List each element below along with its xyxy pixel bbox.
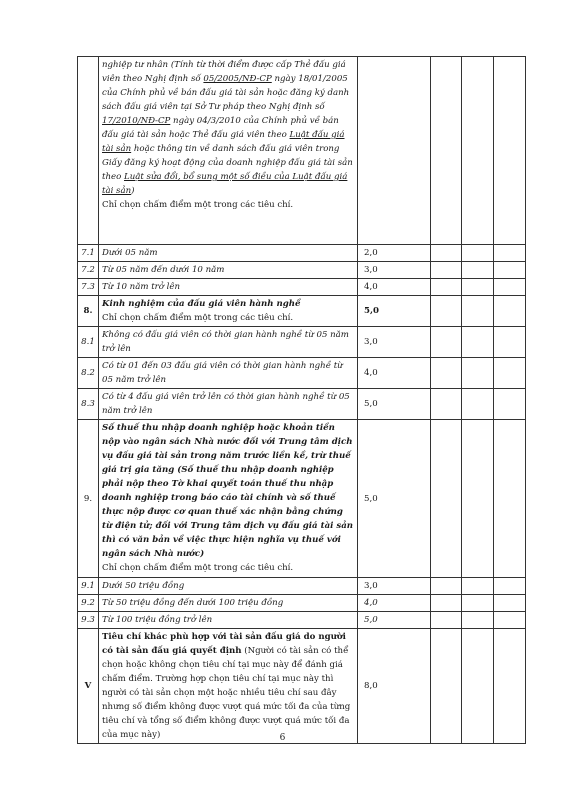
criterion-title: Tiêu chí khác phù hợp với tài sản đấu giá do người có tài sản đấu giá quyết định [102,632,346,656]
score-cell: 5,0 [358,612,431,629]
table-row [78,296,526,327]
criteria-table [77,56,526,744]
score-cell: 2,0 [358,245,431,262]
criterion-text: Từ 100 triệu đồng trở lên [99,612,358,629]
row-number: 8.2 [78,358,99,389]
table-row [78,612,526,629]
table-row [78,629,526,744]
row-number: 9.2 [78,595,99,612]
table-row [78,358,526,389]
score-cell: 5,0 [358,420,431,578]
score-cell: 4,0 [358,358,431,389]
row-number: 8.1 [78,327,99,358]
table-row [78,279,526,296]
criterion-text [99,629,358,744]
page-number: 6 [279,733,286,743]
score-cell: 5,0 [358,389,431,420]
criterion-text: nghiệp tư nhân (Tính từ thời điểm được cấp Thẻ đấu giá viên theo Nghị định số 05/2005/NĐ-CP ngày 18/01/2005 của Chính phủ về bán đấu giá tài sản hoặc đăng ký danh sách đấu giá viên tại Sở Tư pháp theo Nghị định số 17/2010/NĐ-CP ngày 04/3/2010 của Chính phủ về bán đấu giá tài sản hoặc Thẻ đấu giá viên theo Luật đấu giá tài sản hoặc thông tin về danh sách đấu giá viên trong Giấy đăng ký hoạt động của doanh nghiệp đấu giá tài sản theo Luật sửa đổi, bổ sung một số điều của Luật đấu giá tài sản) Chỉ chọn chấm điểm một trong các tiêu chí. [99,57,358,245]
criterion-text: Có từ 01 đến 03 đấu giá viên có thời gian hành nghề từ 05 năm trở lên [99,358,358,389]
selection-note: Chỉ chọn chấm điểm một trong các tiêu chí. [102,313,294,323]
criterion-text: Không có đấu giá viên có thời gian hành nghề từ 05 năm trở lên [99,327,358,358]
criterion-text: Dưới 50 triệu đồng [99,578,358,595]
criterion-text [99,420,358,578]
criterion-text: Dưới 05 năm [99,245,358,262]
criterion-title: Số thuế thu nhập doanh nghiệp hoặc khoản tiền nộp vào ngân sách Nhà nước đối với Trung tâm dịch vụ đấu giá tài sản trong năm trước liền kề, trừ thuế giá trị gia tăng (Số thuế thu nhập doanh nghiệp phải nộp theo Tờ khai quyết toán thuế thu nhập doanh nghiệp trong báo cáo tài chính và số thuế thực nộp được cơ quan thuế xác nhận bằng chứng từ điện tử; đối với Trung tâm dịch vụ đấu giá tài sản thì có văn bản về việc thực hiện nghĩa vụ thuế với ngân sách Nhà nước) [102,423,354,559]
table-row [78,327,526,358]
table-row [78,420,526,578]
row-number: 8. [78,296,99,327]
row-number: 8.3 [78,389,99,420]
criterion-text: Từ 10 năm trở lên [99,279,358,296]
row-number: 9.1 [78,578,99,595]
score-cell: 8,0 [358,629,431,744]
table-row [78,245,526,262]
table-row [78,57,526,245]
row-number: V [78,629,99,744]
criterion-text [99,296,358,327]
score-cell: 4,0 [358,595,431,612]
table-row [78,578,526,595]
criterion-description: (Người có tài sản có thể chọn hoặc không chọn tiêu chí tại mục này để đánh giá chấm điểm. Trường hợp chọn tiêu chí tại mục này thì người có tài sản chọn một hoặc nhiều tiêu chí sau đây nhưng số điểm không được vượt quá mức tối đa của từng tiêu chí và tổng số điểm không được vượt quá mức tối đa của mục này) [102,646,351,740]
table-row [78,389,526,420]
criterion-title: Kinh nghiệm của đấu giá viên hành nghề [102,299,301,309]
selection-note: Chỉ chọn chấm điểm một trong các tiêu chí. [102,200,294,210]
row-number: 9. [78,420,99,578]
row-number: 7.3 [78,279,99,296]
selection-note: Chỉ chọn chấm điểm một trong các tiêu chí. [102,563,294,573]
table-row [78,595,526,612]
criterion-text: Có từ 4 đấu giá viên trở lên có thời gian hành nghề từ 05 năm trở lên [99,389,358,420]
score-cell: 3,0 [358,262,431,279]
score-cell: 5,0 [358,296,431,327]
score-cell: 3,0 [358,578,431,595]
criterion-text: Từ 05 năm đến dưới 10 năm [99,262,358,279]
score-cell: 3,0 [358,327,431,358]
table-row [78,262,526,279]
row-number: 9.3 [78,612,99,629]
row-number: 7.1 [78,245,99,262]
criterion-text: Từ 50 triệu đồng đến dưới 100 triệu đồng [99,595,358,612]
score-cell: 4,0 [358,279,431,296]
row-number: 7.2 [78,262,99,279]
